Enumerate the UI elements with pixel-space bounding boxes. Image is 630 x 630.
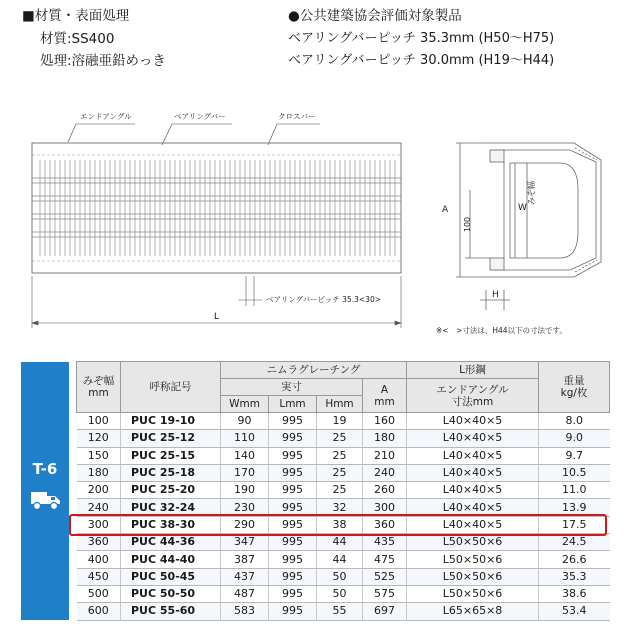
- col-code: 呼称記号: [121, 362, 221, 413]
- dim-h: H: [492, 290, 499, 300]
- table-row: [77, 413, 610, 430]
- cell-h: 25: [317, 447, 363, 464]
- cell-l: 995: [269, 464, 317, 481]
- cell-code: PUC 55-60: [121, 603, 221, 620]
- cell-kg: 8.0: [539, 413, 610, 430]
- cell-mizo: 360: [77, 534, 121, 551]
- cell-code: PUC 25-18: [121, 464, 221, 481]
- table-row: [77, 516, 610, 533]
- cell-h: 19: [317, 413, 363, 430]
- cell-angle: L40×40×5: [407, 482, 539, 499]
- cell-angle: L40×40×5: [407, 447, 539, 464]
- dim-w: W: [518, 203, 527, 213]
- cell-h: 55: [317, 603, 363, 620]
- cell-a: 697: [363, 603, 407, 620]
- cell-mizo: 240: [77, 499, 121, 516]
- cell-kg: 26.6: [539, 551, 610, 568]
- label-end-angle: エンドアングル: [80, 112, 132, 121]
- col-end-angle: エンドアングル 寸法mm: [407, 379, 539, 413]
- note-dimension: ※< >寸法は、H44以下の寸法です。: [436, 326, 567, 335]
- cell-l: 995: [269, 585, 317, 602]
- table-row: [77, 430, 610, 447]
- cell-h: 32: [317, 499, 363, 516]
- cell-l: 995: [269, 499, 317, 516]
- cell-code: PUC 38-30: [121, 516, 221, 533]
- cell-code: PUC 32-24: [121, 499, 221, 516]
- col-jissun: 実寸: [221, 379, 363, 396]
- cell-mizo: 100: [77, 413, 121, 430]
- cell-mizo: 200: [77, 482, 121, 499]
- cell-kg: 38.6: [539, 585, 610, 602]
- cell-mizo: 120: [77, 430, 121, 447]
- product-table: [76, 361, 609, 621]
- cell-code: PUC 50-50: [121, 585, 221, 602]
- table-row: [77, 585, 610, 602]
- cell-code: PUC 25-15: [121, 447, 221, 464]
- cell-l: 995: [269, 430, 317, 447]
- cell-angle: L50×50×6: [407, 551, 539, 568]
- cell-kg: 9.7: [539, 447, 610, 464]
- category-tag: T-6: [32, 460, 58, 478]
- cell-w: 170: [221, 464, 269, 481]
- cell-angle: L40×40×5: [407, 413, 539, 430]
- spec-finish: 処理:溶融亜鉛めっき: [40, 53, 166, 69]
- table-row: [77, 534, 610, 551]
- cell-kg: 9.0: [539, 430, 610, 447]
- cell-kg: 53.4: [539, 603, 610, 620]
- spec-certification: ●公共建築協会評価対象製品: [288, 8, 462, 24]
- cell-kg: 35.3: [539, 568, 610, 585]
- col-h: Hmm: [317, 396, 363, 413]
- col-l: Lmm: [269, 396, 317, 413]
- cell-a: 210: [363, 447, 407, 464]
- cell-w: 90: [221, 413, 269, 430]
- cell-kg: 24.5: [539, 534, 610, 551]
- cell-a: 360: [363, 516, 407, 533]
- cell-angle: L50×50×6: [407, 534, 539, 551]
- cell-h: 25: [317, 430, 363, 447]
- cell-code: PUC 44-36: [121, 534, 221, 551]
- table-row: [77, 447, 610, 464]
- cell-a: 575: [363, 585, 407, 602]
- cell-code: PUC 50-45: [121, 568, 221, 585]
- table-row: [77, 603, 610, 620]
- col-a: A mm: [363, 379, 407, 413]
- cell-h: 44: [317, 534, 363, 551]
- cell-w: 387: [221, 551, 269, 568]
- cell-l: 995: [269, 447, 317, 464]
- cell-w: 583: [221, 603, 269, 620]
- cell-mizo: 500: [77, 585, 121, 602]
- cell-angle: L65×65×8: [407, 603, 539, 620]
- cell-l: 995: [269, 413, 317, 430]
- cell-l: 995: [269, 534, 317, 551]
- cell-h: 50: [317, 568, 363, 585]
- cell-code: PUC 25-12: [121, 430, 221, 447]
- col-weight: 重量 kg/枚: [539, 362, 610, 413]
- cell-h: 25: [317, 464, 363, 481]
- label-cross-bar: クロスバー: [278, 112, 316, 121]
- cell-kg: 11.0: [539, 482, 610, 499]
- cell-kg: 13.9: [539, 499, 610, 516]
- dim-l: L: [214, 312, 220, 322]
- cell-h: 25: [317, 482, 363, 499]
- spec-material-heading: ■材質・表面処理: [22, 8, 130, 24]
- cell-angle: L40×40×5: [407, 499, 539, 516]
- table-row: [77, 499, 610, 516]
- table-row: [77, 568, 610, 585]
- cell-l: 995: [269, 603, 317, 620]
- cell-code: PUC 19-10: [121, 413, 221, 430]
- cell-a: 180: [363, 430, 407, 447]
- table-row: [77, 464, 610, 481]
- cell-mizo: 180: [77, 464, 121, 481]
- table-row: [77, 551, 610, 568]
- col-steel: L形鋼: [407, 362, 539, 379]
- cell-a: 435: [363, 534, 407, 551]
- cell-l: 995: [269, 482, 317, 499]
- cell-w: 140: [221, 447, 269, 464]
- cell-l: 995: [269, 568, 317, 585]
- label-mizohaba: みぞ幅: [527, 181, 536, 205]
- cell-a: 160: [363, 413, 407, 430]
- label-bearing-bar: ベアリングバー: [174, 112, 226, 121]
- col-grating: ニムラグレーチング: [221, 362, 407, 379]
- cell-mizo: 300: [77, 516, 121, 533]
- cell-angle: L40×40×5: [407, 464, 539, 481]
- cell-w: 110: [221, 430, 269, 447]
- cell-h: 44: [317, 551, 363, 568]
- cell-mizo: 400: [77, 551, 121, 568]
- category-sidebar: [21, 362, 69, 620]
- cell-code: PUC 25-20: [121, 482, 221, 499]
- cell-mizo: 150: [77, 447, 121, 464]
- cell-angle: L50×50×6: [407, 568, 539, 585]
- table-row: [77, 482, 610, 499]
- cell-w: 437: [221, 568, 269, 585]
- cell-angle: L40×40×5: [407, 430, 539, 447]
- col-mizo: みぞ幅 mm: [77, 362, 121, 413]
- cell-a: 300: [363, 499, 407, 516]
- spec-pitch-2: ベアリングバーピッチ 30.0mm (H19〜H44): [288, 53, 555, 68]
- cell-w: 190: [221, 482, 269, 499]
- col-w: Wmm: [221, 396, 269, 413]
- cell-mizo: 600: [77, 603, 121, 620]
- cell-a: 525: [363, 568, 407, 585]
- cell-angle: L40×40×5: [407, 516, 539, 533]
- cell-a: 240: [363, 464, 407, 481]
- truck-icon: [29, 486, 63, 512]
- cell-w: 230: [221, 499, 269, 516]
- cell-a: 475: [363, 551, 407, 568]
- dim-a: A: [442, 205, 449, 215]
- spec-pitch-1: ベアリングバーピッチ 35.3mm (H50〜H75): [288, 31, 555, 46]
- bearing-bars: [40, 160, 395, 256]
- cell-h: 50: [317, 585, 363, 602]
- cell-kg: 17.5: [539, 516, 610, 533]
- dim-100: 100: [463, 216, 473, 233]
- cell-w: 290: [221, 516, 269, 533]
- cell-a: 260: [363, 482, 407, 499]
- cell-code: PUC 44-40: [121, 551, 221, 568]
- cell-kg: 10.5: [539, 464, 610, 481]
- cell-h: 38: [317, 516, 363, 533]
- cell-angle: L50×50×6: [407, 585, 539, 602]
- spec-material: 材質:SS400: [40, 31, 115, 47]
- cell-w: 347: [221, 534, 269, 551]
- cell-w: 487: [221, 585, 269, 602]
- cell-l: 995: [269, 516, 317, 533]
- cell-mizo: 450: [77, 568, 121, 585]
- label-pitch: ベアリングバーピッチ 35.3<30>: [266, 295, 381, 304]
- cell-l: 995: [269, 551, 317, 568]
